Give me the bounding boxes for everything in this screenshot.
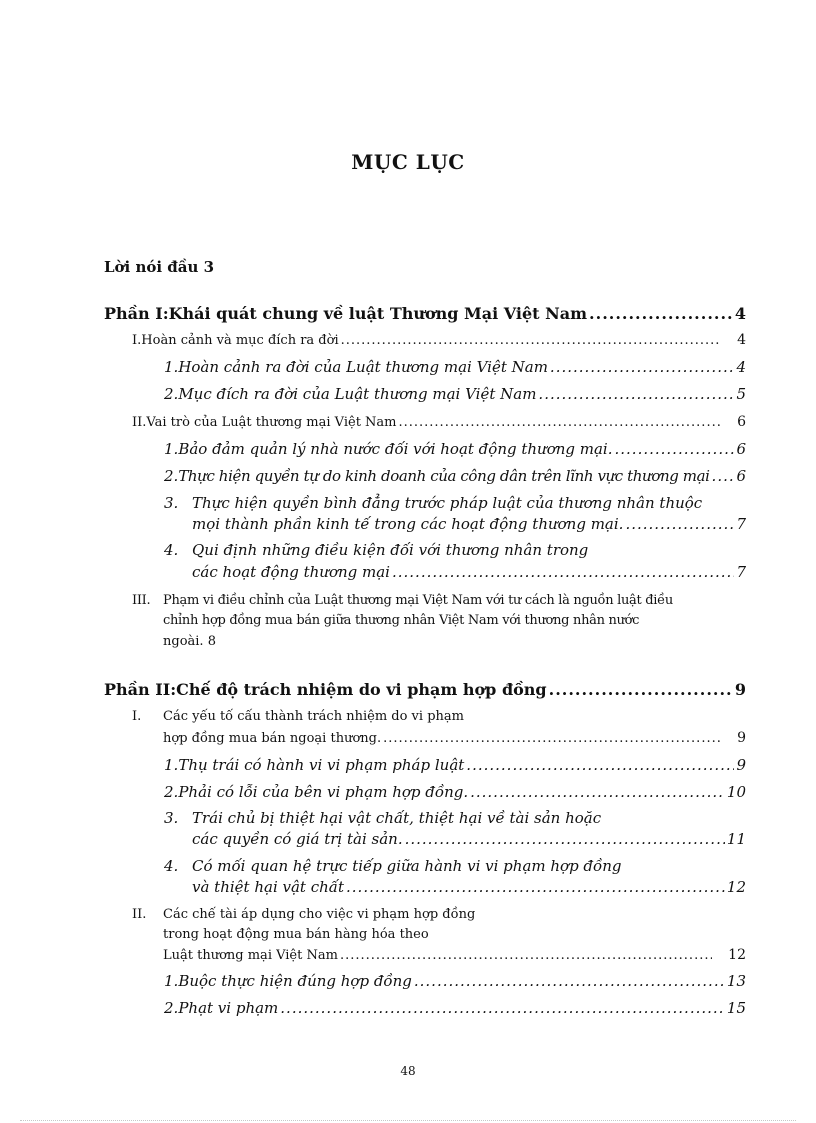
item-label: Có mối quan hệ trực tiếp giữa hành vi vi phạm hợp đồng xyxy=(192,857,622,875)
item-page: 11 xyxy=(726,830,746,848)
item-number: 2. xyxy=(164,999,179,1017)
leader-dots xyxy=(470,783,725,801)
item-number: 2. xyxy=(164,783,179,801)
leader-dots xyxy=(346,878,725,896)
section-number: II. xyxy=(132,907,147,922)
leader-dots xyxy=(712,467,735,485)
part-2-page: 9 xyxy=(734,680,746,699)
toc-part-1-section-3-line-2: chỉnh hợp đồng mua bán giữa thương nhân Việt Nam với thương nhân nước xyxy=(163,613,640,628)
item-number: 3. xyxy=(164,809,179,827)
item-label: Phạt vi phạm xyxy=(178,999,279,1017)
item-page: 6 xyxy=(736,440,746,458)
toc-item-2-1-1 xyxy=(164,756,746,774)
toc-part-2-section-1-line-2 xyxy=(163,730,746,746)
section-label: Các yếu tố cấu thành trách nhiệm do vi phạm xyxy=(163,709,464,724)
section-label: Phạm vi điều chỉnh của Luật thương mại Việt Nam với tư cách là nguồn luật điều xyxy=(163,593,673,608)
toc-intro: Lời nói đầu 3 xyxy=(104,258,215,276)
leader-dots xyxy=(625,515,734,533)
leader-dots xyxy=(615,440,735,458)
leader-dots xyxy=(383,731,721,746)
section-label: Các chế tài áp dụng cho việc vi phạm hợp đồng xyxy=(163,907,476,922)
leader-dots xyxy=(538,385,734,403)
item-page: 6 xyxy=(736,467,746,485)
toc-item-2-1-4-line-2 xyxy=(192,878,746,896)
item-label-cont: và thiệt hại vật chất xyxy=(192,878,345,896)
toc-item-1-1-1 xyxy=(164,358,746,376)
item-label: Thực hiện quyền bình đẳng trước pháp luật của thương nhân thuộc xyxy=(192,494,703,512)
item-page: 5 xyxy=(736,385,746,403)
item-label: Thực hiện quyền tự do kinh doanh của công dân trên lĩnh vực thương mại xyxy=(178,467,710,485)
item-number: 3. xyxy=(164,494,179,512)
section-label: Hoàn cảnh và mục đích ra đời xyxy=(141,333,339,348)
section-page: 12 xyxy=(728,947,746,963)
section-page: 6 xyxy=(737,414,746,430)
section-page: 4 xyxy=(737,332,746,348)
item-number: 4. xyxy=(164,541,179,559)
leader-dots xyxy=(549,680,733,699)
item-label: Qui định những điều kiện đối với thương nhân trong xyxy=(192,541,589,559)
toc-item-2-1-4-line-1 xyxy=(164,857,816,875)
toc-part-1-section-3-line-1 xyxy=(132,593,816,608)
item-number: 4. xyxy=(164,857,179,875)
part-1-label: Khái quát chung về luật Thương Mại Việt Nam xyxy=(168,304,588,323)
toc-item-1-2-3-line-2 xyxy=(192,515,746,533)
leader-dots xyxy=(340,948,712,963)
section-number: I. xyxy=(132,333,142,348)
item-label: Phải có lỗi của bên vi phạm hợp đồng. xyxy=(178,783,469,801)
item-page: 7 xyxy=(736,515,746,533)
item-label: Thụ trái có hành vi vi phạm pháp luật xyxy=(178,756,465,774)
part-1-number: Phần I: xyxy=(104,304,169,323)
item-label: Bảo đảm quản lý nhà nước đối với hoạt động thương mại. xyxy=(178,440,613,458)
toc-item-1-2-2 xyxy=(164,467,746,485)
section-label-cont: hợp đồng mua bán ngoại thương. xyxy=(163,731,382,746)
toc-item-2-2-2 xyxy=(164,999,746,1017)
toc-item-2-1-3-line-1 xyxy=(164,809,816,827)
toc-item-1-1-2 xyxy=(164,385,746,403)
item-page: 13 xyxy=(726,972,746,990)
toc-item-1-2-1 xyxy=(164,440,746,458)
leader-dots xyxy=(589,304,733,323)
item-label: Mục đích ra đời của Luật thương mại Việt Nam xyxy=(178,385,537,403)
part-2-label: Chế độ trách nhiệm do vi phạm hợp đồng xyxy=(176,680,547,699)
leader-dots xyxy=(399,415,722,430)
item-number: 1. xyxy=(164,756,179,774)
toc-item-2-1-3-line-2 xyxy=(192,830,746,848)
item-label: Trái chủ bị thiệt hại vật chất, thiệt hại về tài sản hoặc xyxy=(192,809,602,827)
item-page: 10 xyxy=(726,783,746,801)
item-label: Buộc thực hiện đúng hợp đồng xyxy=(178,972,412,990)
leader-dots xyxy=(405,830,725,848)
toc-item-2-2-1 xyxy=(164,972,746,990)
toc-item-2-1-2 xyxy=(164,783,746,801)
toc-part-2-section-2-line-2: trong hoạt động mua bán hàng hóa theo xyxy=(163,927,429,942)
toc-item-1-2-3-line-1 xyxy=(164,494,816,512)
page-title: MỤC LỤC xyxy=(351,150,465,174)
leader-dots xyxy=(466,756,734,774)
item-page: 12 xyxy=(726,878,746,896)
item-page: 4 xyxy=(736,358,746,376)
toc-part-1-section-3-line-3: ngoài. 8 xyxy=(163,634,216,649)
item-page: 9 xyxy=(736,756,746,774)
toc-part-2-section-1-line-1 xyxy=(132,709,816,724)
leader-dots xyxy=(550,358,735,376)
toc-part-1 xyxy=(104,304,746,323)
toc-part-2-section-2-line-3 xyxy=(163,947,746,963)
item-number: 1. xyxy=(164,972,179,990)
item-label-cont: mọi thành phần kinh tế trong các hoạt động thương mại. xyxy=(192,515,624,533)
page-edge-divider xyxy=(20,1120,796,1121)
leader-dots xyxy=(341,333,721,348)
toc-part-1-section-1 xyxy=(132,332,746,348)
toc-item-1-2-4-line-1 xyxy=(164,541,816,559)
section-label-cont: Luật thương mại Việt Nam xyxy=(163,948,338,963)
section-number: I. xyxy=(132,709,142,724)
section-label: Vai trò của Luật thương mại Việt Nam xyxy=(146,415,397,430)
item-label-cont: các quyền có giá trị tài sản. xyxy=(192,830,403,848)
item-number: 1. xyxy=(164,358,179,376)
leader-dots xyxy=(414,972,725,990)
item-page: 15 xyxy=(726,999,746,1017)
item-label: Hoàn cảnh ra đời của Luật thương mại Việt Nam xyxy=(178,358,548,376)
leader-dots xyxy=(392,563,734,581)
item-label-cont: các hoạt động thương mại xyxy=(192,563,390,581)
toc-part-2-section-2-line-1 xyxy=(132,907,816,922)
part-1-page: 4 xyxy=(734,304,746,323)
page-number: 48 xyxy=(400,1064,416,1078)
section-number: III. xyxy=(132,593,151,608)
section-number: II. xyxy=(132,415,147,430)
toc-part-1-section-2 xyxy=(132,414,746,430)
toc-part-2 xyxy=(104,680,746,699)
section-page: 9 xyxy=(737,730,746,746)
item-number: 2. xyxy=(164,385,179,403)
item-page: 7 xyxy=(736,563,746,581)
part-2-number: Phần II: xyxy=(104,680,177,699)
leader-dots xyxy=(280,999,725,1017)
toc-item-1-2-4-line-2 xyxy=(192,563,746,581)
item-number: 1. xyxy=(164,440,179,458)
item-number: 2. xyxy=(164,467,179,485)
